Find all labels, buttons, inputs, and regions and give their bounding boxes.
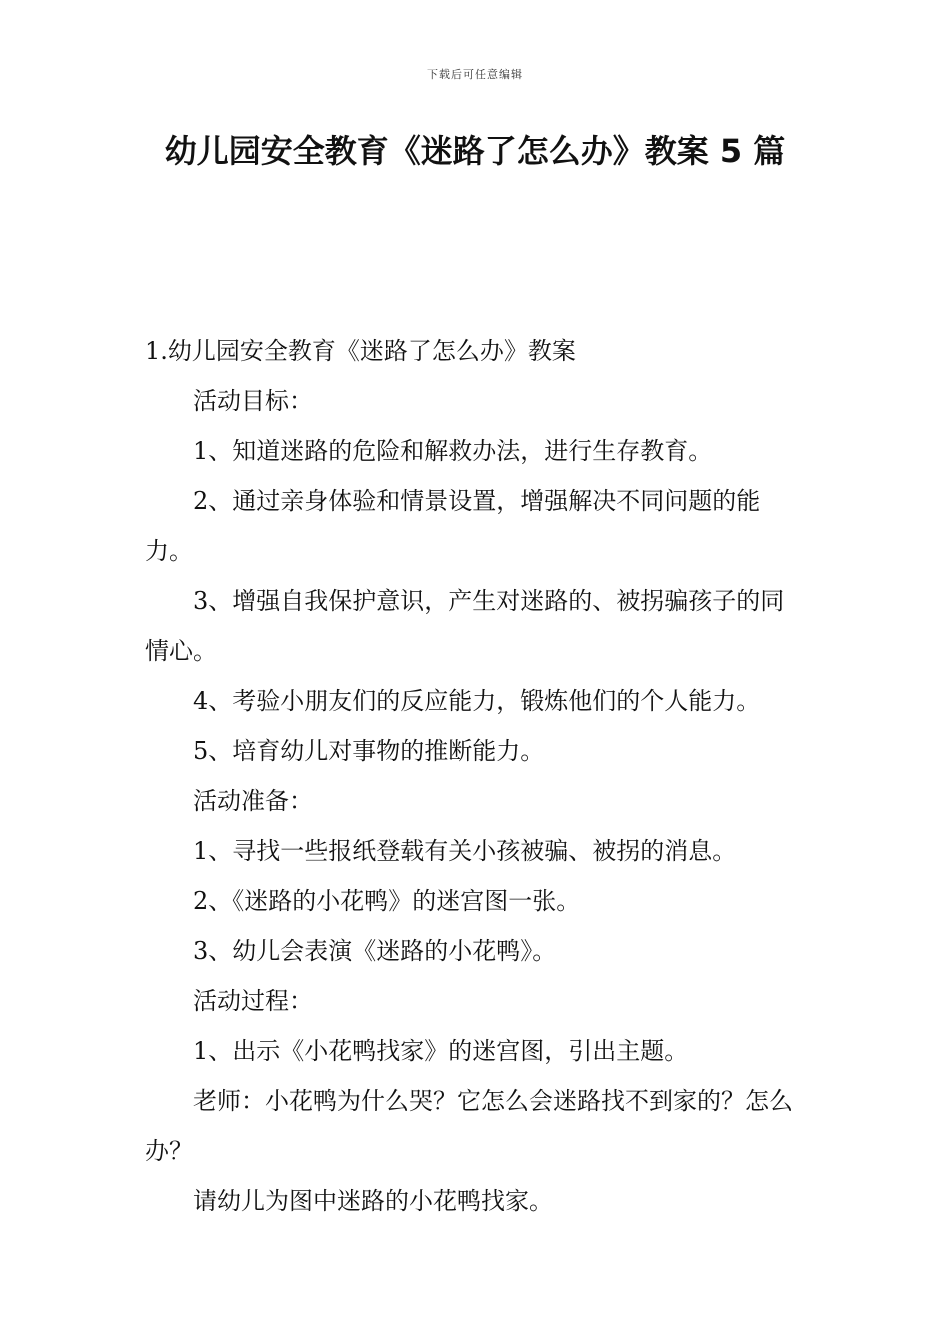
document-title: 幼儿园安全教育《迷路了怎么办》教案 5 篇 xyxy=(164,132,786,170)
paragraph: 活动准备： xyxy=(193,787,313,815)
paragraph: 活动目标： xyxy=(193,387,313,415)
paragraph: 3、幼儿会表演《迷路的小花鸭》。 xyxy=(193,937,557,965)
paragraph: 4、考验小朋友们的反应能力，锻炼他们的个人能力。 xyxy=(193,687,761,715)
paragraph: 2、《迷路的小花鸭》的迷宫图一张。 xyxy=(193,887,581,915)
document-body xyxy=(145,326,807,1226)
section-heading: 1.幼儿园安全教育《迷路了怎么办》教案 xyxy=(145,337,576,365)
paragraph: 3、增强自我保护意识，产生对迷路的、被拐骗孩子的同情心。 xyxy=(145,587,785,665)
paragraph: 请幼儿为图中迷路的小花鸭找家。 xyxy=(193,1187,553,1215)
paragraph: 活动过程： xyxy=(193,987,313,1015)
paragraph: 老师：小花鸭为什么哭？它怎么会迷路找不到家的？怎么办？ xyxy=(145,1087,793,1165)
paragraph: 2、通过亲身体验和情景设置，增强解决不同问题的能力。 xyxy=(145,487,761,565)
header-note: 下载后可任意编辑 xyxy=(427,68,523,81)
paragraph: 1、寻找一些报纸登载有关小孩被骗、被拐的消息。 xyxy=(193,837,737,865)
paragraph: 1、知道迷路的危险和解救办法，进行生存教育。 xyxy=(193,437,713,465)
paragraph: 5、培育幼儿对事物的推断能力。 xyxy=(193,737,545,765)
paragraph: 1、出示《小花鸭找家》的迷宫图，引出主题。 xyxy=(193,1037,689,1065)
